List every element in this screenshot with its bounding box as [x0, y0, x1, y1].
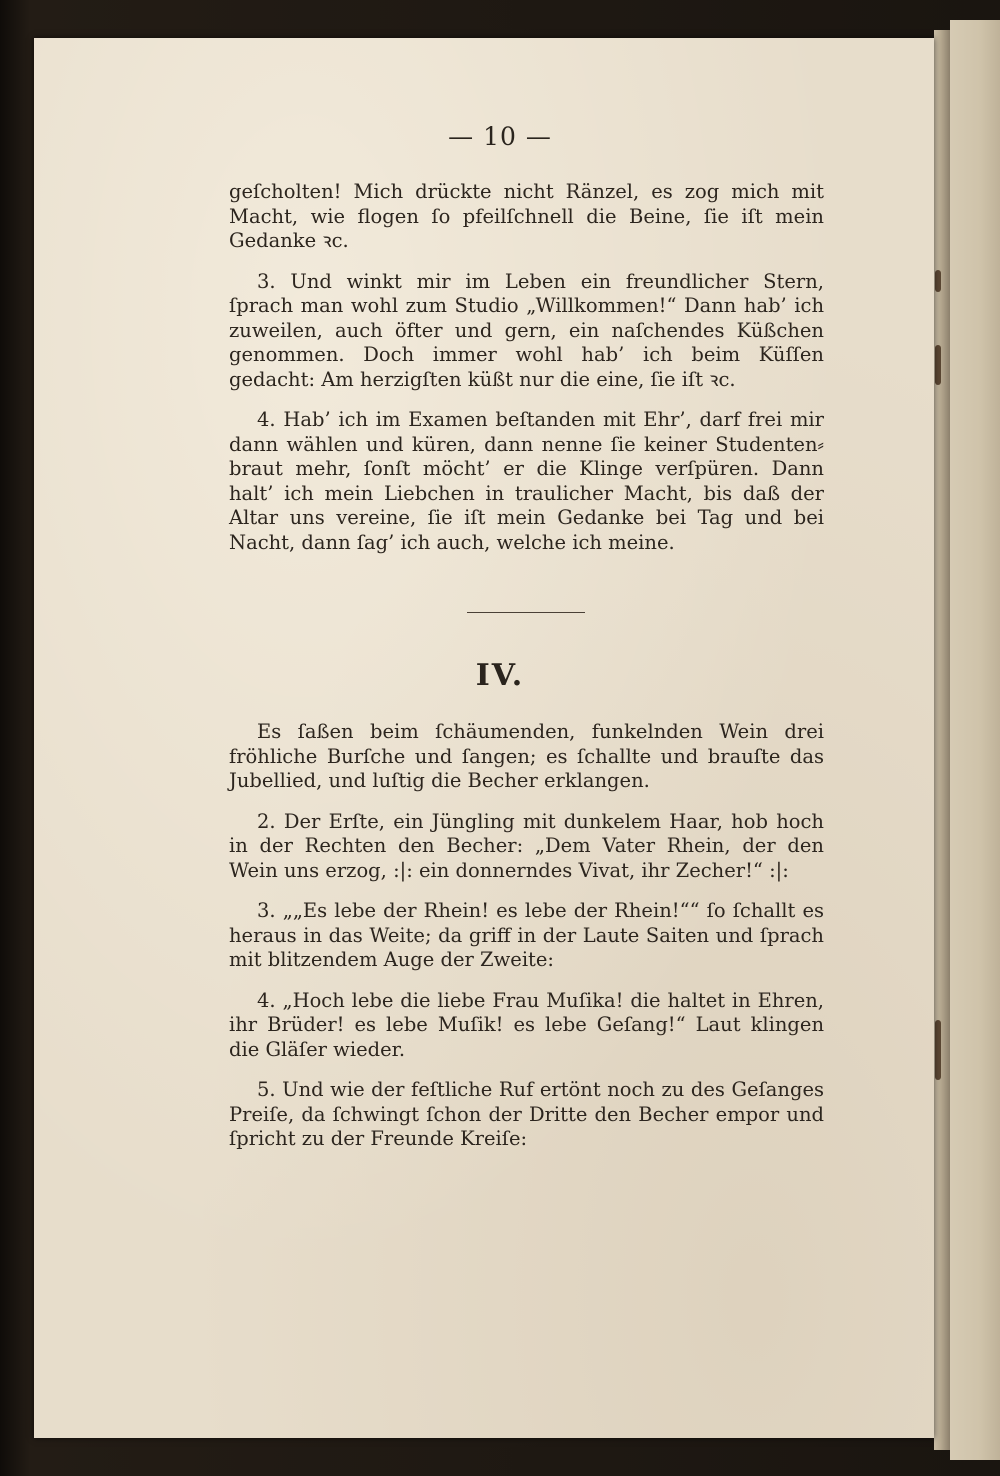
binding-thread-mark: [935, 270, 941, 292]
iv-verse-5-paragraph: 5. Und wie der feſtliche Ruf ertönt noch zu des Geſanges Preiſe, da ſchwingt ſchon der Dritte den Becher empor und ſpricht zu der Freunde Kreiſe:: [229, 1078, 824, 1150]
next-page-edge: [950, 20, 1000, 1460]
iv-verse-3-paragraph: 3. „„Es lebe der Rhein! es lebe der Rhein!““ ſo ſchallt es heraus in das Weite; da griff in der Laute Saiten und ſprach mit blitzendem Auge der Zweite:: [229, 899, 824, 971]
iv-verse-4-paragraph: 4. „Hoch lebe die liebe Frau Muſika! die haltet in Ehren, ihr Brüder! es lebe Muſik! es lebe Geſang!“ Laut klingen die Gläſer wieder.: [229, 988, 824, 1061]
verse-3-paragraph: 3. Und winkt mir im Leben ein freundlicher Stern, ſprach man wohl zum Studio „Willkommen!“ Dann hab’ ich zuweilen, auch öfter und gern, ein naſchendes Küßchen genommen. Doch immer wohl hab’ ich beim Küſſen gedacht: Am herzigſten küßt nur die eine, ſie iſt ꝛc.: [229, 269, 824, 391]
page-number: — 10 —: [448, 122, 552, 151]
lower-text-block: [229, 720, 824, 1152]
upper-text-block: [229, 180, 824, 555]
binding-thread-mark: [935, 1020, 941, 1080]
iv-verse-1-paragraph: Es ſaßen beim ſchäumenden, funkelnden Wein drei fröhliche Burſche und ſangen; es ſchallte und brauſte das Jubellied, und luſtig die Becher erklangen.: [229, 720, 824, 792]
iv-verse-2-paragraph: 2. Der Erſte, ein Jüngling mit dunkelem Haar, hob hoch in der Rechten den Becher: „Dem Vater Rhein, der den Wein uns erzog, :|: ein donnerndes Vivat, ihr Zecher!“ :|:: [229, 809, 824, 882]
continuation-paragraph: geſcholten! Mich drückte nicht Ränzel, es zog mich mit Macht, wie flogen ſo pfeilſchnell die Beine, ſie iſt mein Gedanke ꝛc.: [229, 180, 824, 252]
section-heading: IV.: [475, 658, 525, 693]
binding-thread-mark: [935, 345, 941, 385]
verse-4-paragraph: 4. Hab’ ich im Examen beſtanden mit Ehr’, darf frei mir dann wählen und küren, dann nenne ſie keiner Studenten⸗braut mehr, ſonſt möcht’ er die Klinge verſpüren. Dann halt’ ich mein Liebchen in traulicher Macht, bis daß der Altar uns vereine, ſie iſt mein Gedanke bei Tag und bei Nacht, dann ſag’ ich auch, welche ich meine.: [229, 408, 824, 554]
page-fore-edge: [934, 30, 950, 1450]
section-divider: [467, 612, 585, 613]
